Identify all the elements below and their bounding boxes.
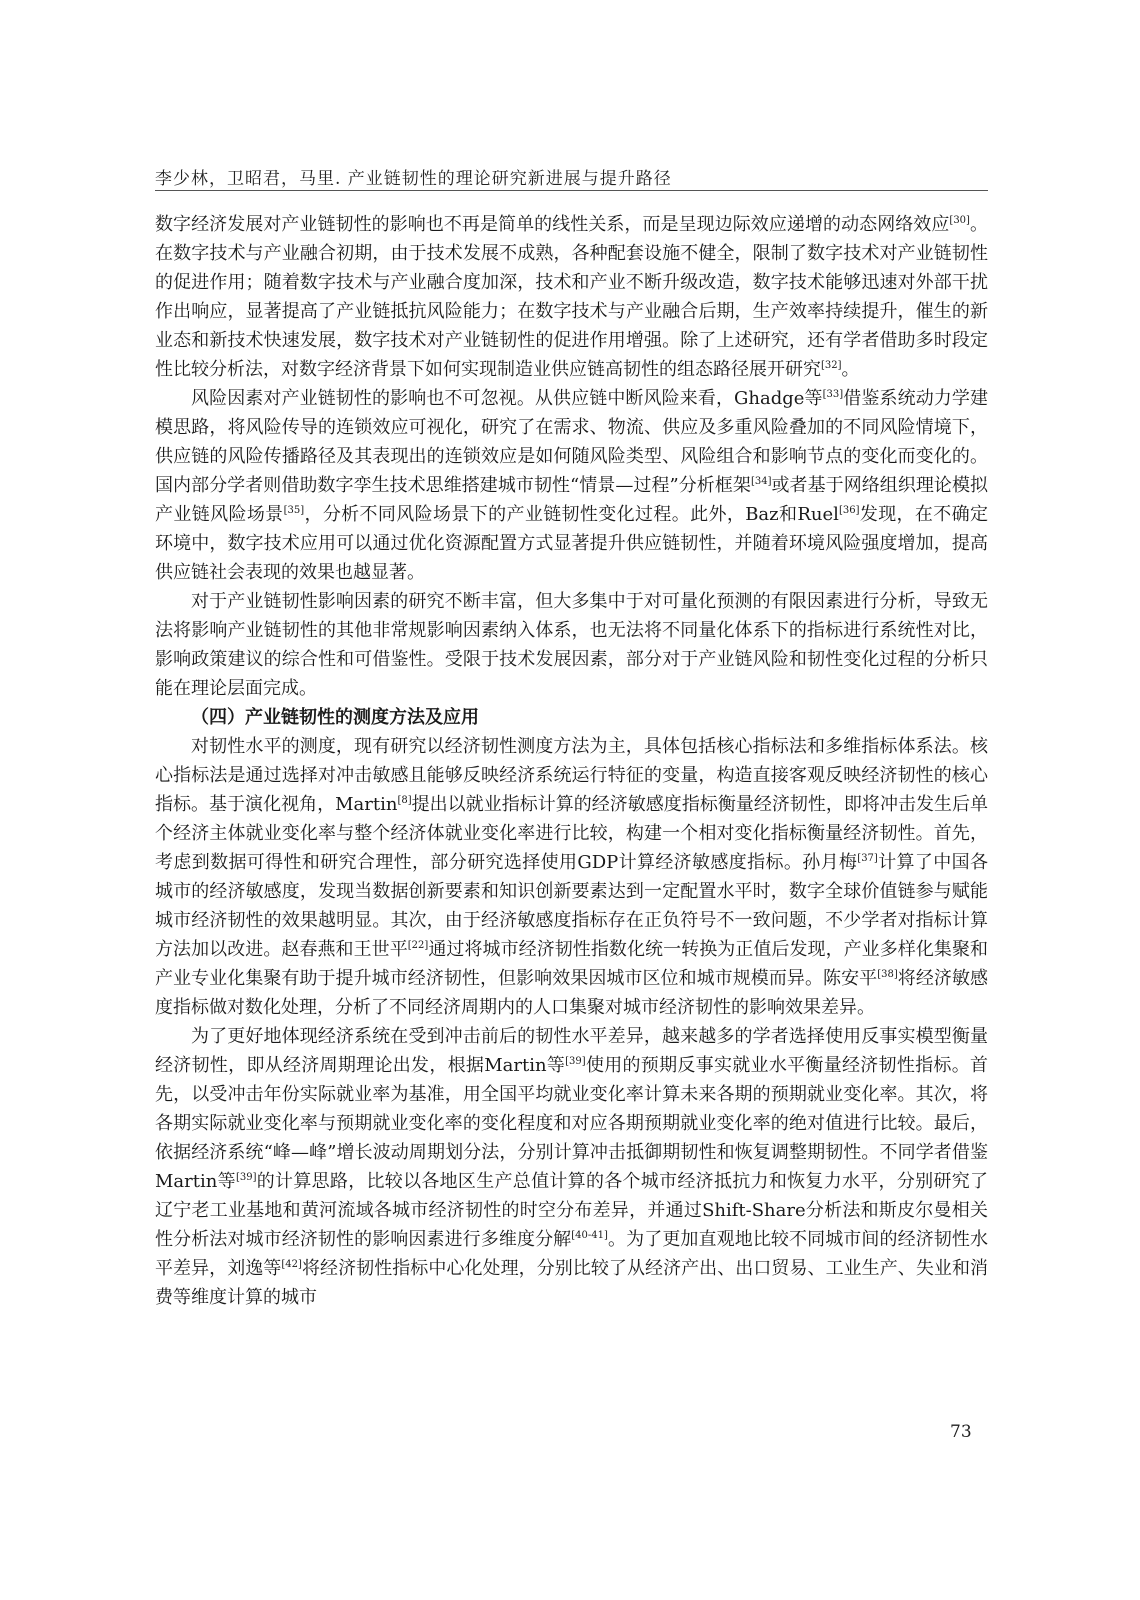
text-run: 数字经济发展对产业链韧性的影响也不再是简单的线性关系，而是呈现边际效应递增的动态网络效应 <box>155 214 950 235</box>
text-run: 。 <box>841 359 860 380</box>
text-run: 对韧性水平的测度，现有研究以经济韧性测度方法为主，具体包括核心指标法和多维指标体系法。核心指标法是通过选择对冲击敏感且能够反映经济系统运行特征的变量，构造直接客观反映经济韧性的核心指标。基于演化视角，Martin <box>155 736 988 815</box>
citation-ref: [42] <box>281 1259 302 1270</box>
text-run: 。为了更加直观地比较不同城市间的经济韧性水平差异，刘逸等 <box>155 1229 989 1279</box>
citation-ref: [38] <box>877 969 898 980</box>
citation-ref: [30] <box>949 215 970 226</box>
paragraph-4 <box>155 732 988 1022</box>
citation-ref: [37] <box>857 853 878 864</box>
text-run: 借鉴系统动力学建模思路，将风险传导的连锁效应可视化，研究了在需求、物流、供应及多重风险叠加的不同风险情境下，供应链的风险传播路径及其表现出的连锁效应是如何随风险类型、风险组合和影响节点的变化而变化的。国内部分学者则借助数字孪生技术思维搭建城市韧性“情景—过程”分析框架 <box>155 388 988 496</box>
citation-ref: [36] <box>838 505 860 516</box>
text-run: 发现，在不确定环境中，数字技术应用可以通过优化资源配置方式显著提升供应链韧性，并随着环境风险强度增加，提高供应链社会表现的效果也越显著。 <box>155 504 989 583</box>
header-rule <box>155 190 988 191</box>
citation-ref: [39] <box>565 1056 586 1067</box>
paragraph-5 <box>155 1022 988 1312</box>
citation-ref: [40-41] <box>571 1230 608 1241</box>
citation-ref: [22] <box>407 940 429 951</box>
text-run: 计算了中国各城市的经济敏感度，发现当数据创新要素和知识创新要素达到一定配置水平时，数字全球价值链参与赋能城市经济韧性的效果越明显。其次，由于经济敏感度指标存在正负符号不一致问题，不少学者对指标计算方法加以改进。赵春燕和王世平 <box>155 852 988 960</box>
text-run: 使用的预期反事实就业水平衡量经济韧性指标。首先，以受冲击年份实际就业率为基准，用全国平均就业变化率计算未来各期的预期就业变化率。其次，将各期实际就业变化率与预期就业变化率的变化程度和对应各期预期就业变化率的绝对值进行比较。最后，依据经济系统“峰—峰”增长波动周期划分法，分别计算冲击抵御期韧性和恢复调整期韧性。不同学者借鉴Martin等 <box>155 1055 988 1192</box>
text-run: 提出以就业指标计算的经济敏感度指标衡量经济韧性，即将冲击发生后单个经济主体就业变化率与整个经济体就业变化率进行比较，构建一个相对变化指标衡量经济韧性。首先，考虑到数据可得性和研究合理性，部分研究选择使用GDP计算经济敏感度指标。孙月梅 <box>155 794 988 873</box>
text-run: 将经济敏感度指标做对数化处理，分析了不同经济周期内的人口集聚对城市经济韧性的影响效果差异。 <box>155 968 989 1018</box>
text-run: 通过将城市经济韧性指数化统一转换为正值后发现，产业多样化集聚和产业专业化集聚有助于提升城市经济韧性，但影响效果因城市区位和城市规模而异。陈安平 <box>155 939 989 989</box>
text-run: 将经济韧性指标中心化处理，分别比较了从经济产出、出口贸易、工业生产、失业和消费等维度计算的城市 <box>155 1258 989 1308</box>
text-run: 风险因素对产业链韧性的影响也不可忽视。从供应链中断风险来看，Ghadge等 <box>191 388 823 409</box>
text-run: 对于产业链韧性影响因素的研究不断丰富，但大多集中于对可量化预测的有限因素进行分析，导致无法将影响产业链韧性的其他非常规影响因素纳入体系，也无法将不同量化体系下的指标进行系统性对比，影响政策建议的综合性和可借鉴性。受限于技术发展因素，部分对于产业链风险和韧性变化过程的分析只能在理论层面完成。 <box>155 591 988 699</box>
paragraph-2 <box>155 384 988 587</box>
citation-ref: [35] <box>283 505 305 516</box>
paragraph-1 <box>155 210 988 384</box>
running-head: 李少林，卫昭君，马里. 产业链韧性的理论研究新进展与提升路径 <box>155 169 672 189</box>
citation-ref: [39] <box>235 1172 257 1183</box>
text-run: 为了更好地体现经济系统在受到冲击前后的韧性水平差异，越来越多的学者选择使用反事实模型衡量经济韧性，即从经济周期理论出发，根据Martin等 <box>155 1026 988 1076</box>
citation-ref: [32] <box>821 360 842 371</box>
page-number: 73 <box>950 1422 972 1442</box>
text-run: 。在数字技术与产业融合初期，由于技术发展不成熟，各种配套设施不健全，限制了数字技术对产业链韧性的促进作用；随着数字技术与产业融合度加深，技术和产业不断升级改造，数字技术能够迅速对外部干扰作出响应，显著提高了产业链抵抗风险能力；在数字技术与产业融合后期，生产效率持续提升，催生的新业态和新技术快速发展，数字技术对产业链韧性的促进作用增强。除了上述研究，还有学者借助多时段定性比较分析法，对数字经济背景下如何实现制造业供应链高韧性的组态路径展开研究 <box>155 214 989 380</box>
citation-ref: [33] <box>822 389 844 400</box>
section-heading: （四）产业链韧性的测度方法及应用 <box>191 707 479 728</box>
body-text <box>155 210 988 1312</box>
citation-ref: [34] <box>750 476 772 487</box>
citation-ref: [8] <box>397 795 412 806</box>
paragraph-3 <box>155 587 988 703</box>
text-run: 的计算思路，比较以各地区生产总值计算的各个城市经济抵抗力和恢复力水平，分别研究了辽宁老工业基地和黄河流域各城市经济韧性的时空分布差异，并通过Shift-Share分析法和斯皮尔曼相关性分析法对城市经济韧性的影响因素进行多维度分解 <box>155 1171 988 1250</box>
text-run: 或者基于网络组织理论模拟产业链风险场景 <box>155 475 989 525</box>
text-run: ，分析不同风险场景下的产业链韧性变化过程。此外，Baz和Ruel <box>304 504 839 525</box>
